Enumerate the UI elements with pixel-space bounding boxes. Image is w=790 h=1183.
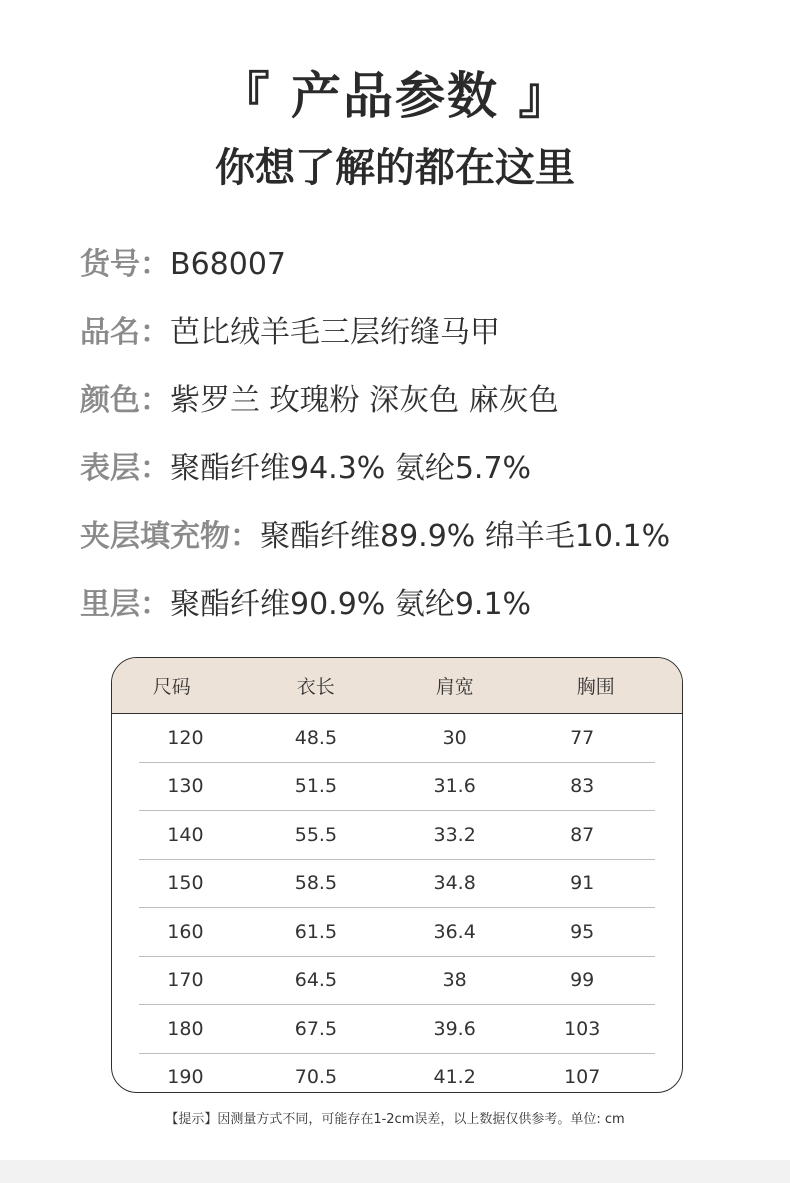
spec-label: 夹层填充物： [80, 519, 260, 554]
cell-chest: 103 [564, 1017, 601, 1040]
cell-size: 160 [167, 920, 204, 943]
cell-chest: 99 [570, 969, 595, 992]
cell-shoulder: 36.4 [433, 920, 476, 943]
header-chest: 胸围 [576, 676, 615, 698]
spec-value: 聚酯纤维90.9% 氨纶9.1% [170, 587, 532, 622]
cell-chest: 83 [570, 775, 595, 798]
table-row [139, 811, 655, 860]
table-row [139, 908, 655, 957]
cell-size: 130 [167, 775, 204, 798]
header-size: 尺码 [152, 676, 191, 698]
table-body [112, 714, 682, 1093]
table-row [139, 1005, 655, 1054]
cell-size: 150 [167, 872, 204, 895]
table-row [139, 1054, 655, 1094]
table-row [139, 957, 655, 1006]
spec-row-product-name [80, 308, 670, 376]
spec-label: 品名： [80, 315, 170, 350]
cell-shoulder: 38 [442, 969, 467, 992]
cell-length: 58.5 [294, 872, 338, 895]
cell-size: 180 [167, 1017, 204, 1040]
cell-chest: 77 [570, 726, 595, 749]
spec-value: 聚酯纤维94.3% 氨纶5.7% [170, 451, 532, 486]
spec-label: 表层： [80, 451, 170, 486]
size-table [111, 657, 683, 1093]
cell-length: 67.5 [294, 1017, 338, 1040]
spec-label: 货号： [80, 247, 170, 282]
cell-shoulder: 39.6 [433, 1017, 476, 1040]
cell-shoulder: 31.6 [433, 775, 476, 798]
table-header [112, 658, 682, 714]
spec-value: 紫罗兰 玫瑰粉 深灰色 麻灰色 [170, 383, 559, 418]
header-length: 衣长 [296, 676, 335, 698]
cell-length: 55.5 [294, 823, 338, 846]
page-subtitle: 你想了解的都在这里 [215, 145, 575, 191]
page-title: 『 产品参数 』 [219, 67, 571, 125]
cell-length: 61.5 [294, 920, 338, 943]
measurement-note: 【提示】因测量方式不同，可能存在1-2cm误差，以上数据仅供参考。单位: cm [165, 1112, 625, 1127]
cell-chest: 87 [570, 823, 595, 846]
cell-shoulder: 30 [442, 726, 467, 749]
cell-chest: 95 [570, 920, 595, 943]
spec-label: 里层： [80, 587, 170, 622]
table-row [139, 714, 655, 763]
spec-row-lining [80, 580, 670, 648]
cell-size: 170 [167, 969, 204, 992]
spec-row-item-number [80, 240, 670, 308]
header-shoulder: 肩宽 [435, 676, 474, 698]
table-row [139, 763, 655, 812]
cell-length: 51.5 [294, 775, 338, 798]
spec-row-outer-layer [80, 444, 670, 512]
cell-chest: 91 [570, 872, 595, 895]
cell-length: 64.5 [294, 969, 338, 992]
spec-row-filling [80, 512, 670, 580]
cell-shoulder: 41.2 [433, 1066, 476, 1089]
spec-value: 聚酯纤维89.9% 绵羊毛10.1% [260, 519, 671, 554]
cell-length: 70.5 [294, 1066, 338, 1089]
spec-row-color [80, 376, 670, 444]
cell-chest: 107 [564, 1066, 601, 1089]
bottom-divider [0, 1160, 790, 1183]
cell-shoulder: 33.2 [433, 823, 476, 846]
spec-list [80, 240, 670, 648]
spec-value: B68007 [170, 247, 287, 282]
cell-size: 120 [167, 726, 204, 749]
spec-value: 芭比绒羊毛三层绗缝马甲 [170, 315, 500, 350]
cell-size: 190 [167, 1066, 204, 1089]
cell-size: 140 [167, 823, 204, 846]
cell-length: 48.5 [294, 726, 338, 749]
cell-shoulder: 34.8 [433, 872, 476, 895]
spec-label: 颜色： [80, 383, 170, 418]
table-row [139, 860, 655, 909]
